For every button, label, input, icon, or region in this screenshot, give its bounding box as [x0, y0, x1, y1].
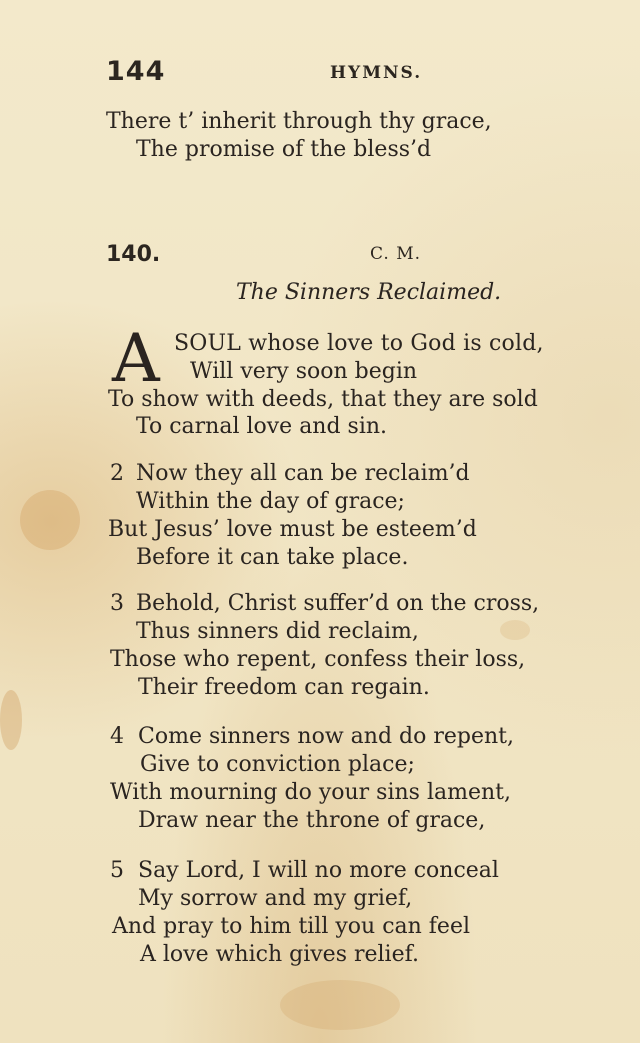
verse-5-line-4: A love which gives relief. — [140, 942, 419, 967]
verse-5-line-1: Say Lord, I will no more conceal — [138, 858, 499, 883]
verse-2-line-4: Before it can take place. — [136, 545, 409, 570]
verse-number: 3 — [110, 591, 124, 616]
hymn-title: The Sinners Reclaimed. — [236, 280, 502, 305]
verse-3-line-1: Behold, Christ suffer’d on the cross, — [136, 591, 540, 616]
verse-3-line-3: Those who repent, confess their loss, — [110, 647, 526, 672]
page-number: 144 — [106, 56, 166, 87]
age-stain — [500, 620, 530, 640]
running-head: HYMNS. — [330, 63, 423, 83]
verse-5-line-3: And pray to him till you can feel — [112, 914, 471, 939]
verse-1-line-4: To carnal love and sin. — [136, 414, 388, 439]
verse-3-line-4: Their freedom can regain. — [138, 675, 430, 700]
verse-4-line-4: Draw near the throne of grace, — [138, 808, 486, 833]
verse-number: 5 — [110, 858, 124, 883]
verse-1-line-1: SOUL whose love to God is cold, — [174, 331, 544, 356]
verse-3-line-2: Thus sinners did reclaim, — [136, 619, 419, 644]
verse-1-line-2: Will very soon begin — [190, 359, 418, 384]
verse-5-line-2: My sorrow and my grief, — [138, 886, 413, 911]
verse-4-line-2: Give to conviction place; — [140, 752, 415, 777]
hymn-meter: C. M. — [370, 244, 422, 264]
verse-2-line-2: Within the day of grace; — [136, 489, 405, 514]
age-stain — [0, 690, 22, 750]
verse-4-line-1: Come sinners now and do repent, — [138, 724, 514, 749]
verse-1-line-3: To show with deeds, that they are sold — [108, 387, 538, 412]
age-stain — [280, 980, 400, 1030]
verse-2-line-1: Now they all can be reclaim’d — [136, 461, 470, 486]
verse-number: 4 — [110, 724, 124, 749]
hymn-number: 140. — [106, 242, 161, 267]
age-stain — [20, 490, 80, 550]
previous-hymn-line: There t’ inherit through thy grace, — [106, 109, 492, 134]
verse-2-line-3: But Jesus’ love must be esteem’d — [108, 517, 477, 542]
page-header — [0, 56, 640, 86]
verse-4-line-3: With mourning do your sins lament, — [110, 780, 511, 805]
verse-number: 2 — [110, 461, 124, 486]
drop-cap: A — [112, 320, 160, 397]
previous-hymn-line: The promise of the bless’d — [136, 137, 432, 162]
